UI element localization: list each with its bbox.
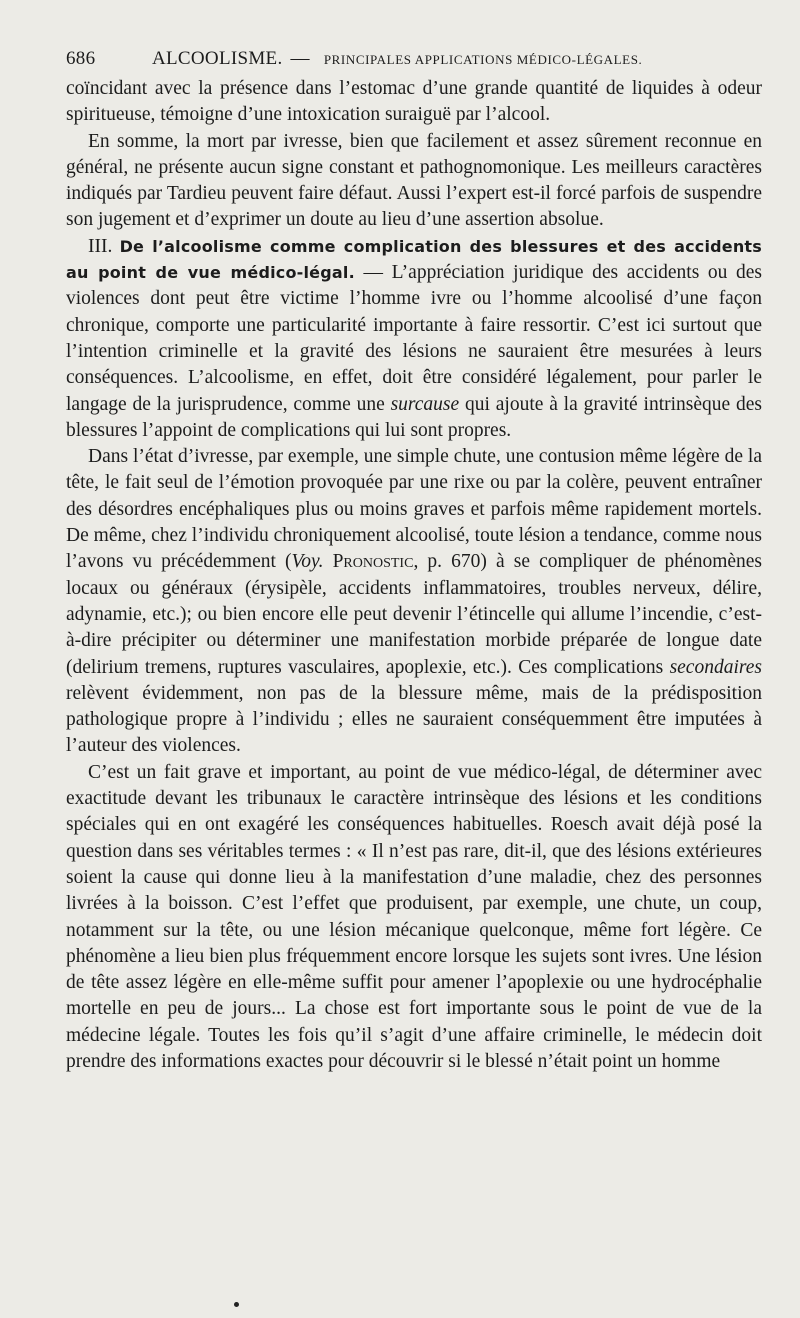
paragraph-4-voy: Voy.	[291, 551, 324, 573]
paragraph-4-text-c: relèvent évidemment, non pas de la blessure même, mais de la prédisposition pathologique propre à l’individu ; elles ne sauraient conséquemment être imputées à l’auteur des violences.	[66, 682, 762, 757]
section-title: De l’alcoolisme comme complication des blessures et des accidents au point de vue médico-légal.	[66, 236, 763, 283]
paragraph-2: En somme, la mort par ivresse, bien que facilement et assez sûrement reconnue en général, ne présente aucun signe constant et pathognomonique. Les meilleurs caractères indiqués par Tardieu peuvent faire défaut. Aussi l’expert est-il forcé parfois de suspendre son jugement et d’exprimer un doute au lieu d’une assertion absolue.	[66, 130, 762, 231]
paragraph-3-italic: surcause	[390, 393, 460, 415]
paragraph-4-text-a: Dans l’état d’ivresse, par exemple, une simple chute, une contusion même légère de la tête, le fait seul de l’émotion provoquée par une rixe ou par la colère, peuvent entraîner des désordres encéphaliques plus ou moins graves et parfois même rapidement mortels. De même, chez l’individu chroniquement alcoolisé, toute lésion a tendance, comme nous l’avons vu précédemment (	[66, 446, 762, 573]
running-header	[66, 48, 762, 70]
running-subtitle: PRINCIPALES APPLICATIONS MÉDICO-LÉGALES.	[323, 52, 643, 67]
paragraph-3-text-a: — L’appréciation juridique des accidents ou des violences dont peut être victime l’homme ivre ou l’homme alcoolisé d’une façon chronique, comporte une particularité importante à faire ressortir. C’est ici surtout que l’intention criminelle et la gravité des lésions ne sauraient être mesurées à leurs conséquences. L’alcoolisme, en effet, doit être considéré légalement, pour parler le langage de la jurisprudence, comme une	[66, 262, 762, 415]
paragraph-4-text-b: , p. 670) à se compliquer de phénomènes locaux ou généraux (érysipèle, accidents inflammatoires, troubles nerveux, délire, adynamie, etc.); ou bien encore elle peut devenir l’étincelle qui allume l’incendie, c’est-à-dire précipiter ou déterminer une manifestation morbide préparée de longue date (delirium tremens, ruptures vasculaires, apoplexie, etc.). Ces complications	[66, 551, 763, 678]
paragraph-1: coïncidant avec la présence dans l’estomac d’une grande quantité de liquides à odeur spiritueuse, témoigne d’une intoxication suraiguë par l’alcool.	[66, 78, 762, 126]
ink-dot	[234, 1302, 239, 1307]
page-number: 686	[66, 48, 96, 69]
running-title: ALCOOLISME.	[152, 48, 283, 69]
header-dash: —	[290, 48, 310, 69]
body-text	[66, 76, 762, 1075]
paragraph-3-text-b: qui ajoute à la gravité intrinsèque des blessures l’appoint de complications qui lui sont propres.	[66, 393, 762, 441]
paragraph-4-italic: secondaires	[669, 656, 762, 678]
paragraph-3	[66, 234, 762, 444]
paragraph-5: C’est un fait grave et important, au point de vue médico-légal, de déterminer avec exactitude devant les tribunaux le caractère intrinsèque des lésions et les conditions spéciales qui en ont exagéré les conséquences habituelles. Roesch avait déjà posé la question dans ses véritables termes : « Il n’est pas rare, dit-il, que des lésions extérieures soient la cause qui donne lieu à la manifestation d’une maladie, chez des personnes livrées à la boisson. C’est l’effet que produisent, par exemple, une chute, un coup, notamment sur la tête, ou une lésion mécanique quelconque, même fort légère. Ce phénomène a lieu bien plus fréquemment encore lorsque les sujets sont ivres. Une lésion de tête assez légère en elle-même suffit pour amener l’apoplexie ou une hydrocéphalie mortelle en peu de jours... La chose est fort importante sous le point de vue de la médecine légale. Toutes les fois qu’il s’agit d’une affaire criminelle, le médecin doit prendre des informations exactes pour découvrir si le blessé n’était point un homme	[66, 761, 762, 1072]
paragraph-4	[66, 444, 762, 760]
section-number: III.	[88, 235, 113, 257]
paragraph-4-pronostic: Pronostic	[332, 551, 414, 573]
